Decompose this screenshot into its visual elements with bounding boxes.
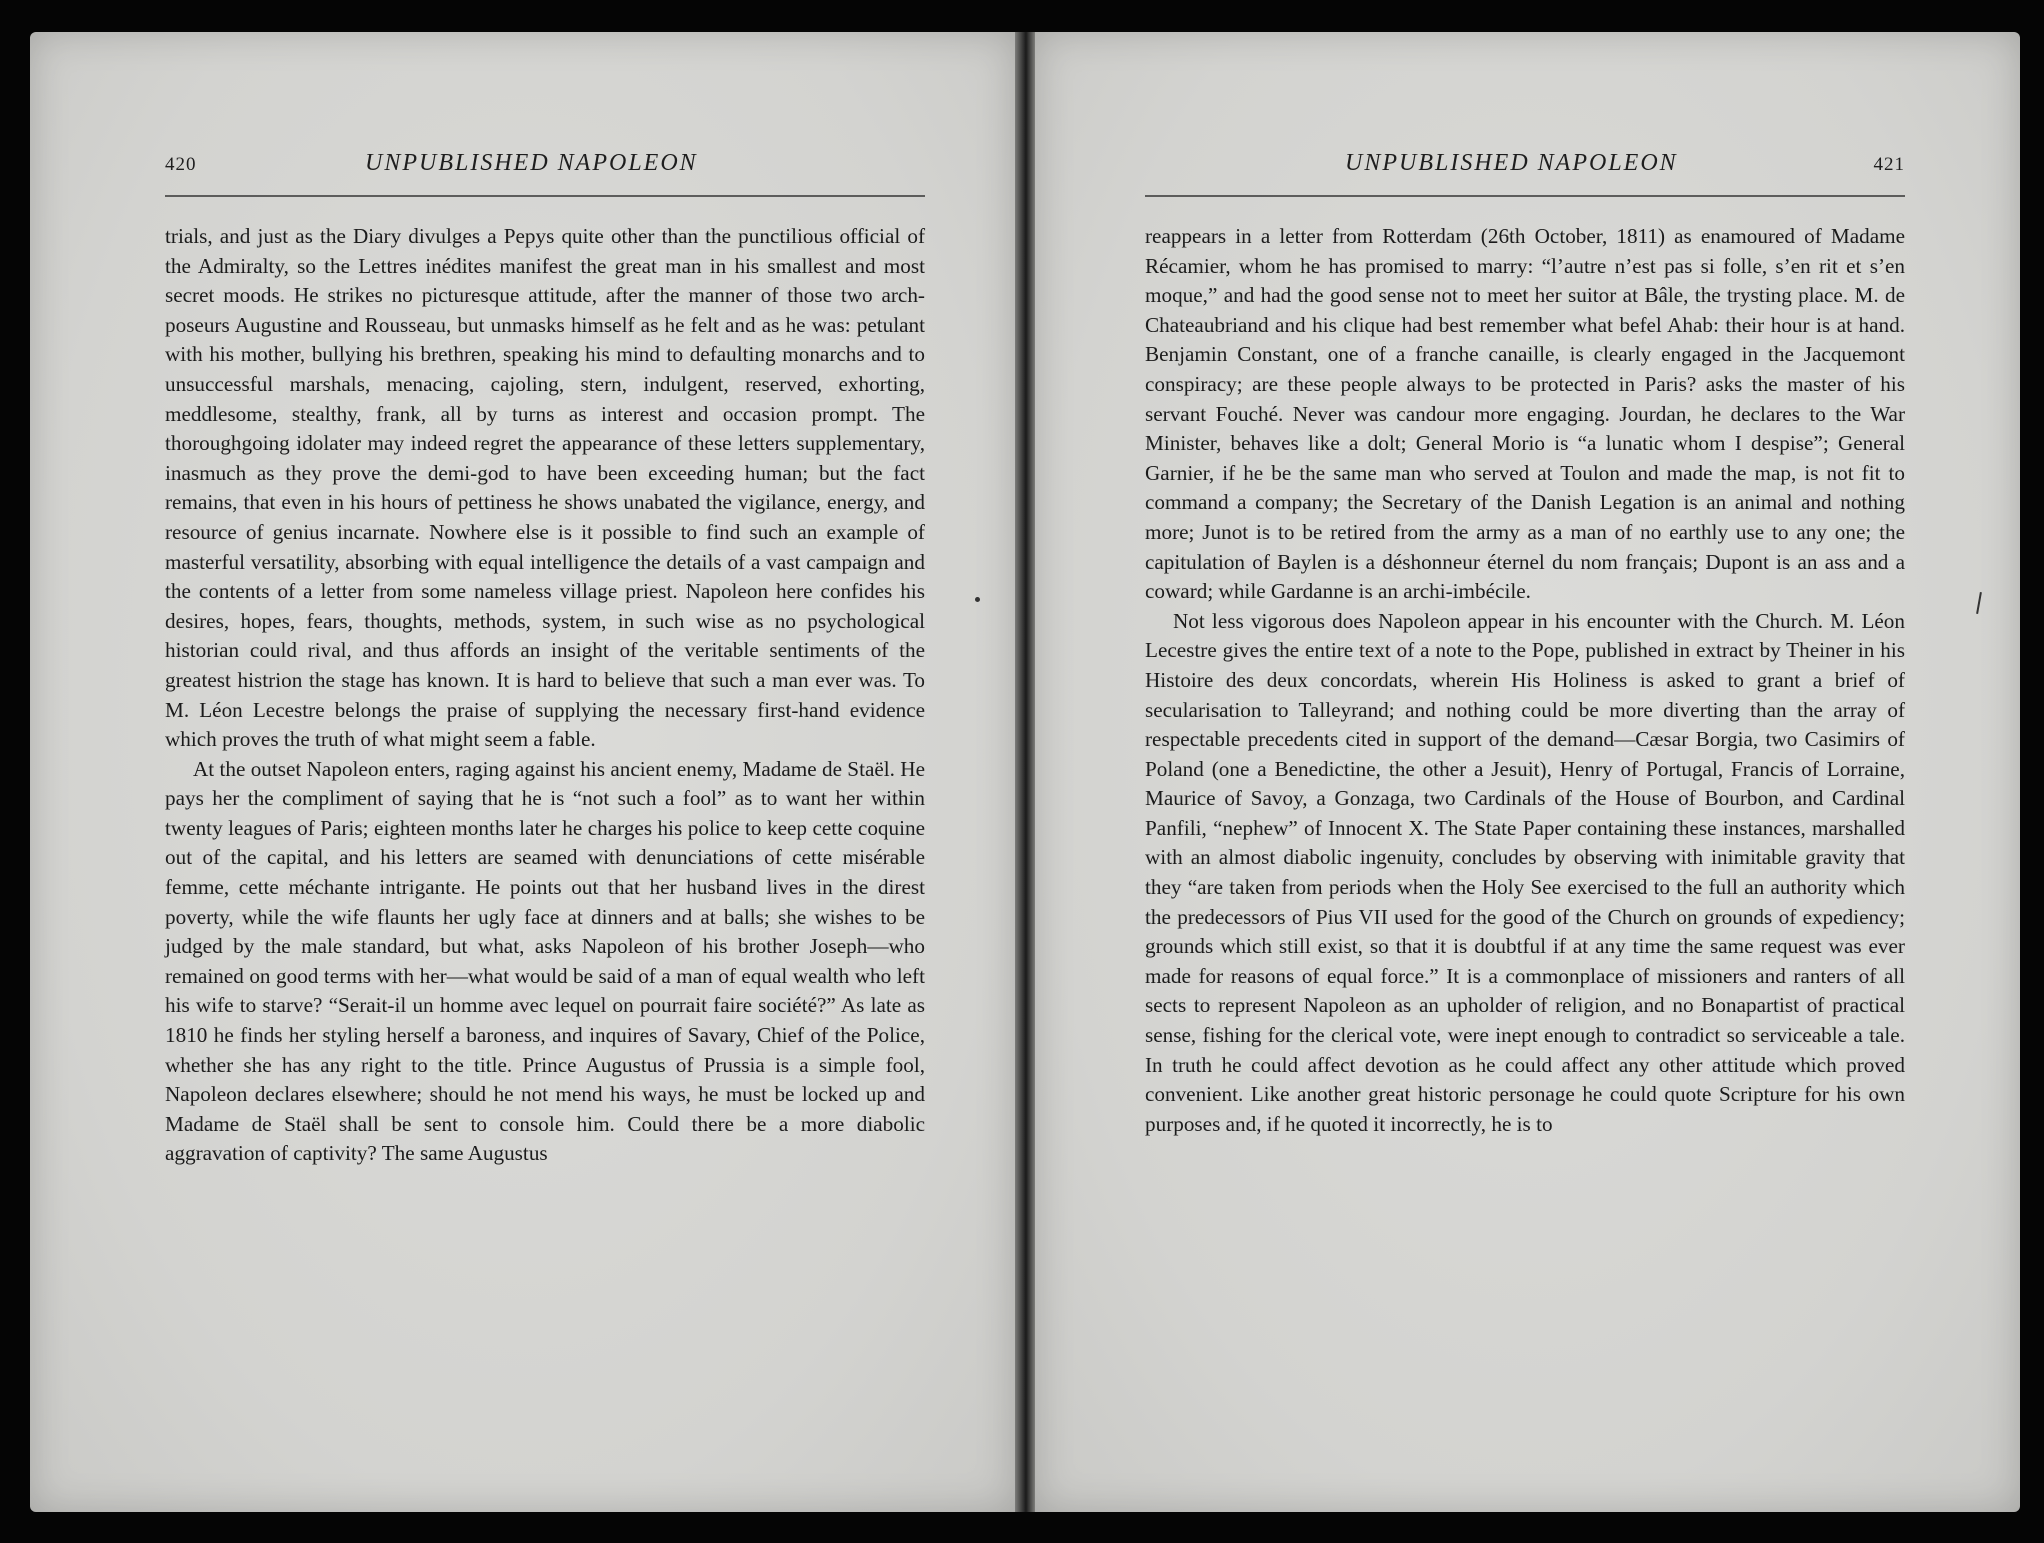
right-page-body [1145,222,1905,1139]
left-page [30,32,1015,1512]
right-page [1035,32,2020,1512]
running-head: UNPUBLISHED NAPOLEON [1345,150,1678,176]
header-rule [1145,195,1905,197]
paragraph: At the outset Napoleon enters, raging against his ancient enemy, Madame de Staël. He pays her the compliment of saying that he is “not such a fool” as to want her within twenty leagues of Paris; eighteen months later he charges his police to keep cette coquine out of the capital, and his letters are seamed with denunciations of cette misérable femme, cette méchante intrigante. He points out that her husband lives in the direst poverty, while the wife flaunts her ugly face at dinners and at balls; she wishes to be judged by the male standard, but what, asks Napoleon of his brother Joseph—who remained on good terms with her—what would be said of a man of equal wealth who left his wife to starve? “Serait-il un homme avec lequel on pourrait faire société?” As late as 1810 he finds her styling herself a baroness, and inquires of Savary, Chief of the Police, whether she has any right to the title. Prince Augustus of Prussia is a simple fool, Napoleon declares elsewhere; should he not mend his ways, he must be locked up and Madame de Staël shall be sent to console him. Could there be a more diabolic aggravation of captivity? The same Augustus [165,756,925,1166]
paragraph: trials, and just as the Diary divulges a Pepys quite other than the punctilious official of the Admiralty, so the Lettres inédites manifest the great man in his smallest and most secret moods. He strikes no picturesque attitude, after the manner of those two arch-poseurs Augustine and Rousseau, but unmasks himself as he felt and as he was: petulant with his mother, bullying his brethren, speaking his mind to defaulting monarchs and to unsuccessful marshals, menacing, cajoling, stern, indulgent, reserved, exhorting, meddlesome, stealthy, frank, all by turns as interest and occasion prompt. The thoroughgoing idolater may indeed regret the appearance of these letters supplementary, inasmuch as they prove the demi-god to have been exceeding human; but the fact remains, that even in his hours of pettiness he shows unabated the vigilance, energy, and resource of genius incarnate. Nowhere else is it possible to find such an example of masterful versatility, absorbing with equal intelligence the details of a vast campaign and the contents of a letter from some nameless village priest. Napoleon here confides his desires, hopes, fears, thoughts, methods, system, in such wise as no psychological historian could rival, and thus affords an insight of the veritable sentiments of the greatest histrion the stage has known. It is hard to believe that such a man ever was. To M. Léon Lecestre belongs the praise of supplying the necessary first-hand evidence which proves the truth of what might seem a fable. [165,224,925,752]
paragraph: Not less vigorous does Napoleon appear in his encounter with the Church. M. Léon Lecestre gives the entire text of a note to the Pope, published in extract by Theiner in his Histoire des deux concordats, wherein His Holiness is asked to grant a brief of secularisation to Talleyrand; and nothing could be more diverting than the array of respectable precedents cited in support of the demand—Cæsar Borgia, two Casimirs of Poland (one a Benedictine, the other a Jesuit), Henry of Portugal, Francis of Lorraine, Maurice of Savoy, a Gonzaga, two Cardinals of the House of Bourbon, and Cardinal Panfili, “nephew” of Innocent X. The State Paper containing these instances, marshalled with an almost diabolic ingenuity, concludes by observing with inimitable gravity that they “are taken from periods when the Holy See exercised to the full an authority which the predecessors of Pius VII used for the good of the Church on grounds of expediency; grounds which still exist, so that it is doubtful if at any time the same request was ever made for reasons of equal force.” It is a commonplace of missioners and ranters of all sects to represent Napoleon as an upholder of religion, and no Bonapartist of practical sense, fishing for the clerical vote, were inept enough to contradict so serviceable a tale. In truth he could affect devotion as he could affect any other attitude which proved convenient. Like another great historic personage he could quote Scripture for his own purposes and, if he quoted it incorrectly, he is to [1145,608,1905,1136]
running-head: UNPUBLISHED NAPOLEON [365,150,698,176]
header-rule [165,195,925,197]
scan-speck [975,597,980,602]
paragraph: reappears in a letter from Rotterdam (26th October, 1811) as enamoured of Madame Récamier, whom he has promised to marry: “l’autre n’est pas si folle, s’en rit et s’en moque,” and had the good sense not to meet her suitor at Bâle, the trysting place. M. de Chateaubriand and his clique had best remember what befel Ahab: their hour is at hand. Benjamin Constant, one of a franche canaille, is clearly engaged in the Jacquemont conspiracy; are these people always to be protected in Paris? asks the master of his servant Fouché. Never was candour more engaging. Jourdan, he declares to the War Minister, behaves like a dolt; General Morio is “a lunatic whom I despise”; General Garnier, if he be the same man who served at Toulon and made the map, is not fit to command a company; the Secretary of the Danish Legation is an animal and nothing more; Junot is to be retired from the army as a man of no earthly use to any one; the capitulation of Baylen is a déshonneur éternel du nom français; Dupont is an ass and a coward; while Gardanne is an archi-imbécile. [1145,224,1905,604]
right-page-header [1145,120,1905,190]
left-page-body [165,222,925,1169]
scan-mark [1976,592,1982,614]
page-number: 421 [1873,154,1905,175]
book-gutter [1015,32,1035,1512]
left-page-header [165,120,925,190]
page-number: 420 [165,154,197,175]
